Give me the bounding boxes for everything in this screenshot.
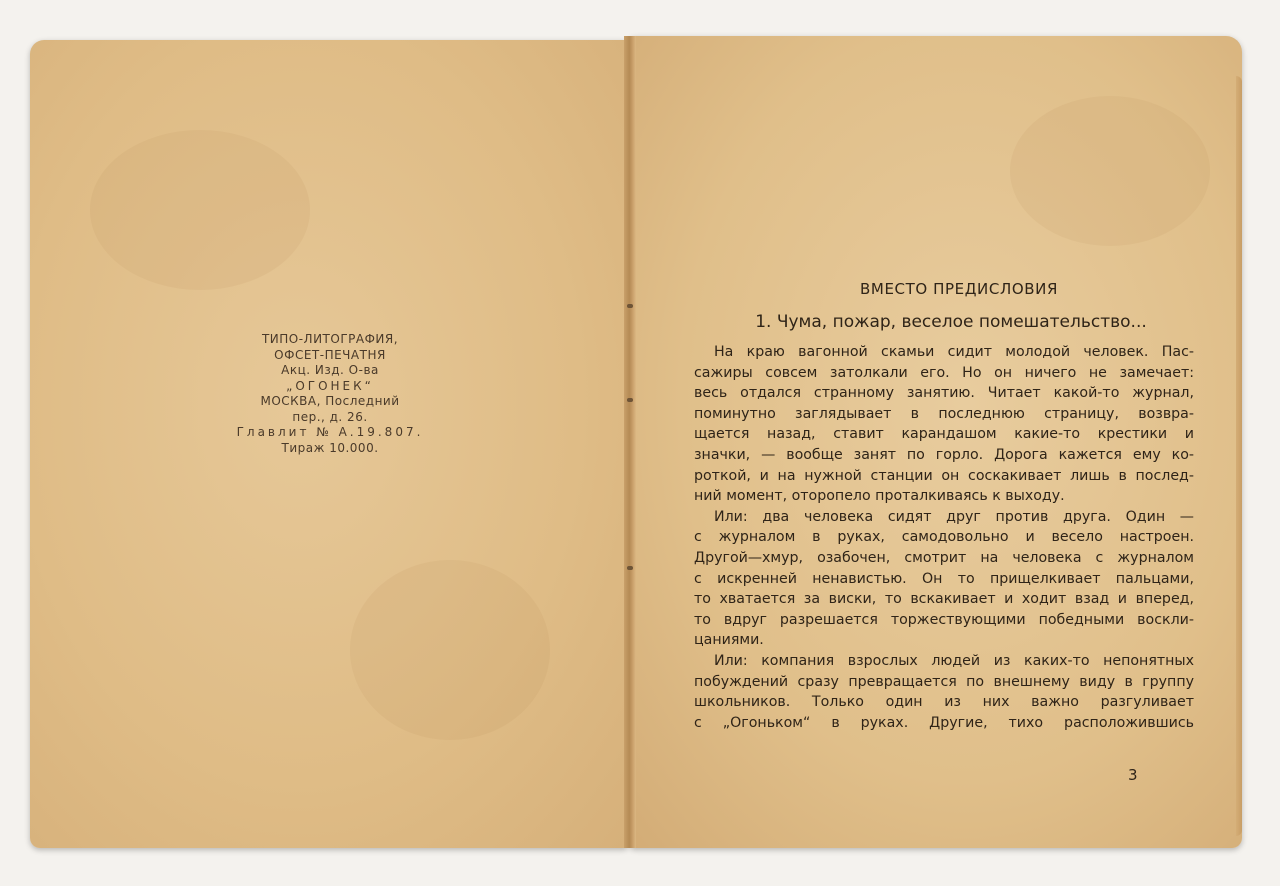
imprint-line: МОСКВА, Последний (260, 394, 400, 408)
printer-imprint (180, 332, 480, 456)
text-line: побуждений сразу превращается по внешнему виду в группу (694, 673, 1194, 690)
text-line: цаниями. (694, 632, 764, 649)
imprint-line: ОФСЕТ-ПЕЧАТНЯ (274, 347, 386, 362)
text-line: весь отдался странному занятию. Читает какой-то журнал, (694, 385, 1194, 402)
text-line: то хватается за виски, то вскакивает и ходит взад и вперед, (694, 591, 1194, 608)
text-line: школьников. Только один из них важно разгуливает (694, 694, 1194, 711)
text-line: щается назад, ставит карандашом какие-то крестики и (694, 426, 1194, 443)
text-line: На краю вагонной скамьи сидит молодой человек. Пас- (714, 344, 1194, 360)
text-line: Другой—хмур, озабочен, смотрит на человека с журналом (694, 549, 1194, 566)
text-line: то вдруг разрешается торжествующими победными воскли- (694, 611, 1194, 628)
chapter-subtitle: 1. Чума, пожар, веселое помешательство... (755, 312, 1147, 332)
text-line: с журналом в руках, самодовольно и весело настроен. (694, 529, 1194, 546)
binding-stitch (627, 304, 633, 308)
binding-stitch (627, 398, 633, 402)
text-line: роткой, и на нужной станции он соскакивает лишь в послед- (694, 467, 1194, 484)
binding-stitch (627, 566, 633, 570)
paragraph-3 (694, 651, 1194, 733)
text-line: сажиры совсем затолкали его. Но он ничего не замечает: (694, 364, 1194, 381)
paragraph-2 (694, 507, 1194, 651)
text-line: Или: два человека сидят друг против друга. Один — (714, 508, 1194, 525)
text-line: ний момент, оторопело проталкиваясь к выходу. (694, 488, 1065, 505)
text-line: с искренней ненавистью. Он то прищелкивает пальцами, (694, 570, 1194, 587)
imprint-line: Тираж 10.000. (281, 440, 379, 455)
imprint-line: пер., д. 26. (292, 409, 368, 424)
page-content (694, 280, 1194, 733)
imprint-line: ТИПО-ЛИТОГРАФИЯ, (261, 332, 399, 346)
paper-stain (1010, 96, 1210, 246)
section-title: ВМЕСТО ПРЕДИСЛОВИЯ (860, 280, 1058, 298)
text-line: Или: компания взрослых людей из каких-то непонятных (714, 652, 1194, 669)
imprint-line: „ОГОНЕК“ (286, 378, 374, 393)
text-line: с „Огоньком“ в руках. Другие, тихо расположившись (694, 714, 1194, 731)
text-line: поминутно заглядывает в последнюю страницу, возвра- (694, 405, 1194, 422)
paper-stain (90, 130, 310, 290)
page-number: 3 (1128, 766, 1138, 784)
text-line: значки, — вообще занят по горло. Дорога кажется ему ко- (694, 446, 1194, 463)
paragraph-1 (694, 342, 1194, 507)
imprint-line: Главлит № А.19.807. (236, 425, 424, 439)
paper-stain (350, 560, 550, 740)
page-edge (1236, 76, 1242, 836)
imprint-line: Акц. Изд. О-ва (281, 363, 379, 377)
book-spine (624, 36, 636, 848)
